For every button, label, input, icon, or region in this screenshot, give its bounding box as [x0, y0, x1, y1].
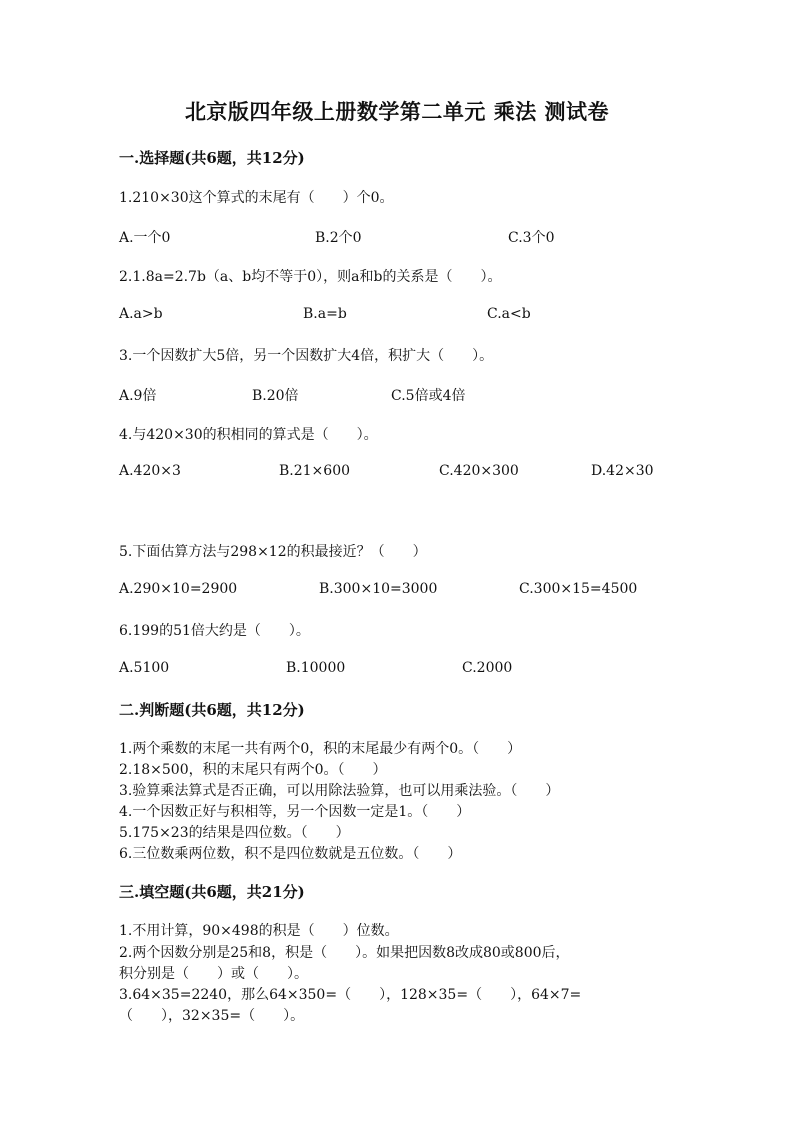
fill-item: 3.64×35=2240，那么64×350=（ ），128×35=（ ），64×7= — [119, 987, 582, 1003]
question-text: 6.199的51倍大约是（ ）。 — [119, 623, 310, 639]
judge-item: 5.175×23的结果是四位数。（ ） — [119, 825, 350, 841]
judge-item: 4.一个因数正好与积相等，另一个因数一定是1。（ ） — [119, 804, 471, 820]
fill-item-continued: 积分别是（ ）或（ ）。 — [119, 966, 308, 982]
question-text: 1.210×30这个算式的末尾有（ ）个0。 — [119, 190, 394, 206]
options-row — [119, 385, 719, 405]
section-heading-judge: 二.判断题(共6题，共12分) — [119, 701, 305, 719]
judge-item: 6.三位数乘两位数，积不是四位数就是五位数。（ ） — [119, 846, 462, 862]
option-a: A.5100 — [119, 660, 170, 676]
options-row — [119, 306, 719, 326]
option-b: B.21×600 — [279, 463, 351, 479]
question-text: 4.与420×30的积相同的算式是（ ）。 — [119, 427, 378, 443]
fill-item: 2.两个因数分别是25和8，积是（ ）。如果把因数8改成80或800后， — [119, 945, 570, 961]
option-d: D.42×30 — [591, 463, 654, 479]
option-c: C.2000 — [462, 660, 513, 676]
question-text: 5.下面估算方法与298×12的积最接近？（ ） — [119, 544, 427, 560]
options-row — [119, 581, 719, 601]
judge-item: 3.验算乘法算式是否正确，可以用除法验算，也可以用乘法验。（ ） — [119, 783, 560, 799]
option-b: B.20倍 — [252, 388, 299, 404]
option-c: C.5倍或4倍 — [391, 388, 466, 404]
option-b: B.300×10=3000 — [319, 581, 438, 597]
option-c: C.420×300 — [439, 463, 519, 479]
section-heading-choice: 一.选择题(共6题，共12分) — [119, 149, 305, 167]
question-text: 3.一个因数扩大5倍，另一个因数扩大4倍，积扩大（ ）。 — [119, 348, 494, 364]
option-a: A.9倍 — [119, 388, 157, 404]
page-title: 北京版四年级上册数学第二单元 乘法 测试卷 — [184, 99, 610, 124]
fill-item: 1.不用计算，90×498的积是（ ）位数。 — [119, 923, 399, 939]
option-a: A.a>b — [119, 306, 163, 322]
question-text: 2.1.8a=2.7b（a、b均不等于0），则a和b的关系是（ ）。 — [119, 269, 502, 285]
option-b: B.a=b — [303, 306, 347, 322]
option-c: C.3个0 — [508, 230, 555, 246]
judge-item: 1.两个乘数的末尾一共有两个0，积的末尾最少有两个0。（ ） — [119, 741, 522, 757]
options-row — [119, 660, 719, 680]
options-row — [119, 227, 719, 247]
option-b: B.10000 — [286, 660, 346, 676]
options-row — [119, 463, 719, 483]
option-c: C.300×15=4500 — [519, 581, 638, 597]
option-c: C.a<b — [487, 306, 531, 322]
fill-item-continued: （ ），32×35=（ ）。 — [119, 1008, 305, 1024]
option-a: A.420×3 — [119, 463, 181, 479]
section-heading-fill: 三.填空题(共6题，共21分) — [119, 883, 305, 901]
option-a: A.一个0 — [119, 230, 171, 246]
option-b: B.2个0 — [315, 230, 362, 246]
option-a: A.290×10=2900 — [119, 581, 238, 597]
judge-item: 2.18×500，积的末尾只有两个0。（ ） — [119, 762, 387, 778]
